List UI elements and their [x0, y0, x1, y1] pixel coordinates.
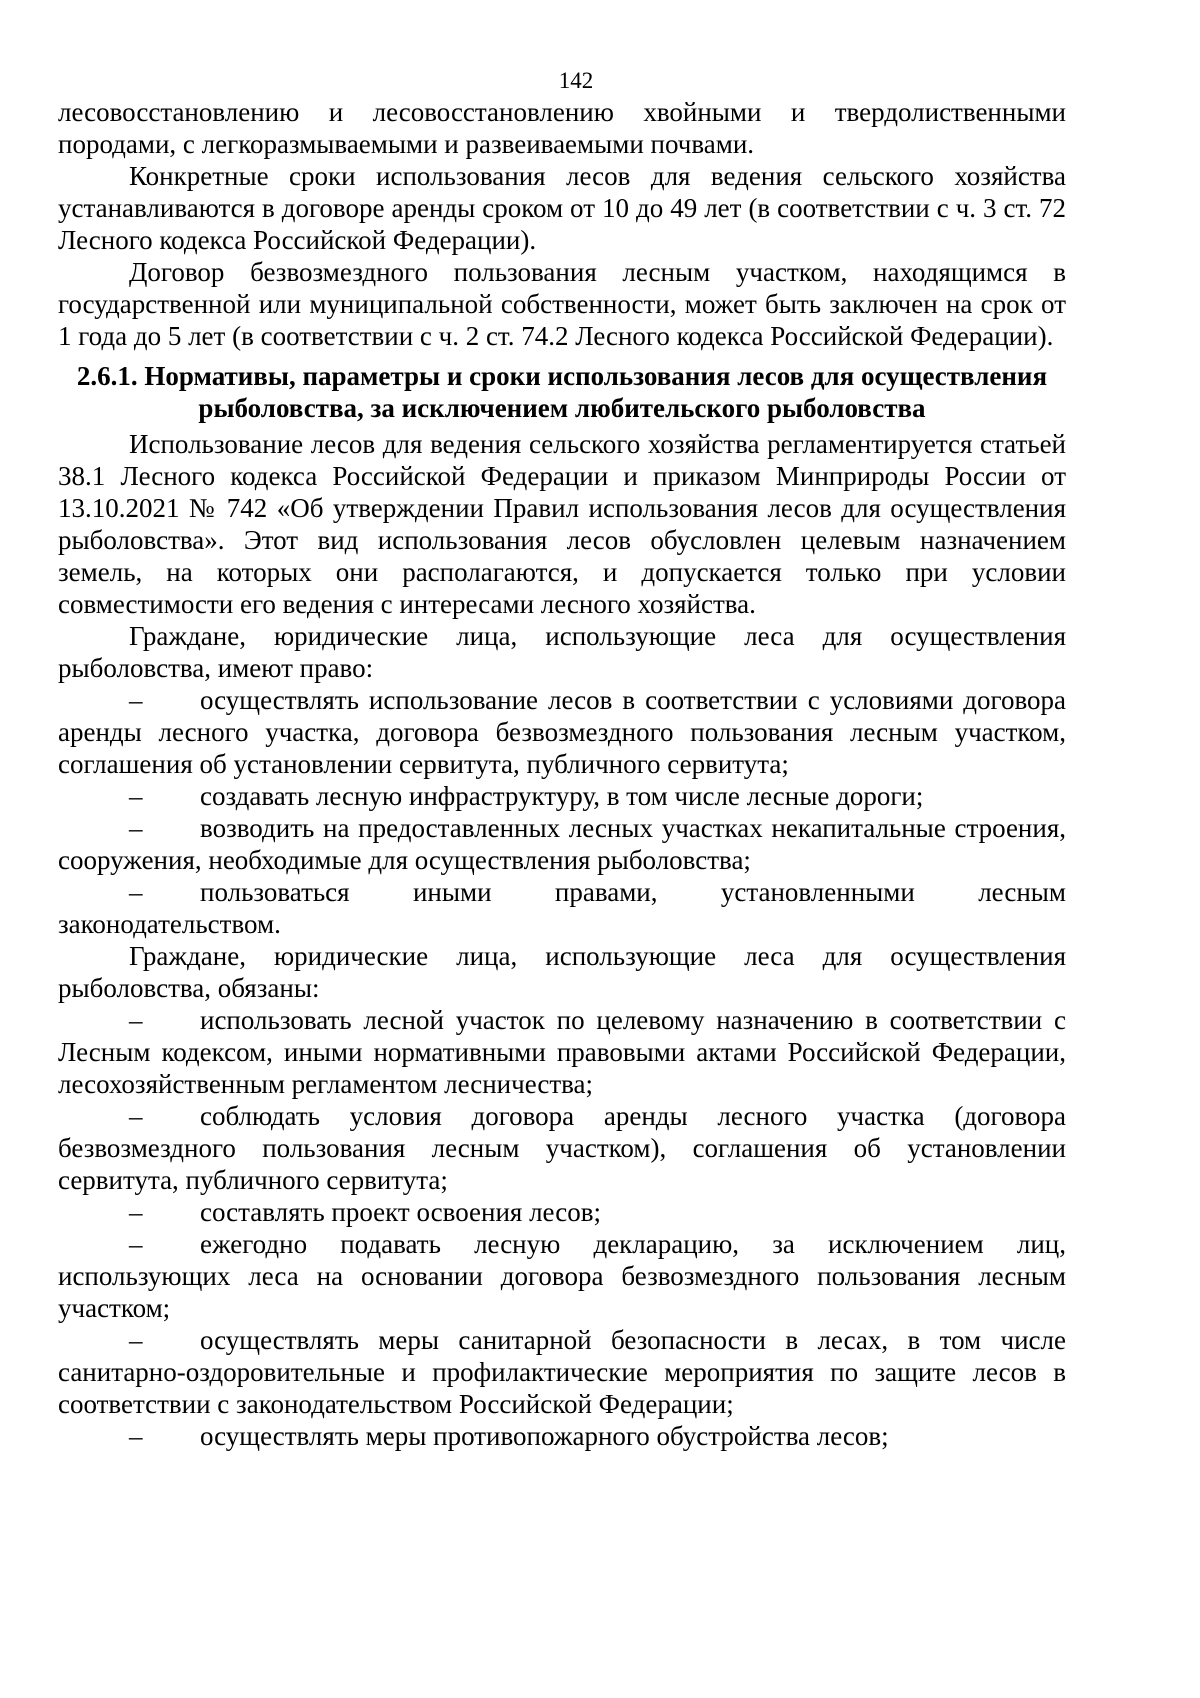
- rights-item-text: возводить на предоставленных лесных участках некапитальные строения, сооружения, необходимые для осуществления рыболовства;: [58, 813, 1066, 875]
- rights-item-text: пользоваться иными правами, установленными лесным законодательством.: [58, 877, 1066, 939]
- paragraph-duties-intro: Граждане, юридические лица, использующие леса для осуществления рыболовства, обязаны:: [58, 941, 1066, 1003]
- dash-bullet: –: [129, 1197, 143, 1227]
- duties-item-text: составлять проект освоения лесов;: [200, 1197, 601, 1227]
- dash-bullet: –: [129, 685, 143, 715]
- dash-bullet: –: [129, 1325, 143, 1355]
- duties-list-item: [58, 1228, 1066, 1324]
- duties-list-item: [58, 1324, 1066, 1420]
- dash-bullet: –: [129, 1229, 143, 1259]
- document-page: [58, 68, 1066, 1452]
- rights-list-item: [58, 780, 1066, 812]
- dash-bullet: –: [129, 813, 143, 843]
- duties-item-text: соблюдать условия договора аренды лесного участка (договора безвозмездного пользования лесным участком), соглашения об установлении сервитута, публичного сервитута;: [58, 1101, 1066, 1195]
- rights-list-item: [58, 684, 1066, 780]
- dash-bullet: –: [129, 1421, 143, 1451]
- duties-list-item: [58, 1004, 1066, 1100]
- dash-bullet: –: [129, 1005, 143, 1035]
- duties-list-item: [58, 1420, 1066, 1452]
- duties-list-item: [58, 1196, 1066, 1228]
- rights-item-text: создавать лесную инфраструктуру, в том числе лесные дороги;: [200, 781, 924, 811]
- paragraph-regulation-intro: Использование лесов для ведения сельского хозяйства регламентируется статьей 38.1 Лесного кодекса Российской Федерации и приказом Минприроды России от 13.10.2021 № 742 «Об утверждении Правил использования лесов для осуществления рыболовства». Этот вид использования лесов обусловлен целевым назначением земель, на которых они располагаются, и допускается только при условии совместимости его ведения с интересами лесного хозяйства.: [58, 429, 1066, 619]
- dash-bullet: –: [129, 781, 143, 811]
- rights-list-item: [58, 876, 1066, 940]
- duties-item-text: осуществлять меры санитарной безопасности в лесах, в том числе санитарно-оздоровительные и профилактические мероприятия по защите лесов в соответствии с законодательством Российской Федерации;: [58, 1325, 1066, 1419]
- duties-list-item: [58, 1100, 1066, 1196]
- dash-bullet: –: [129, 1101, 143, 1131]
- rights-item-text: осуществлять использование лесов в соответствии с условиями договора аренды лесного участка, договора безвозмездного пользования лесным участком, соглашения об установлении сервитута, публичного сервитута;: [58, 685, 1066, 779]
- duties-item-text: ежегодно подавать лесную декларацию, за исключением лиц, использующих леса на основании договора безвозмездного пользования лесным участком;: [58, 1229, 1066, 1323]
- rights-list-item: [58, 812, 1066, 876]
- duties-item-text: использовать лесной участок по целевому назначению в соответствии с Лесным кодексом, иными нормативными правовыми актами Российской Федерации, лесохозяйственным регламентом лесничества;: [58, 1005, 1066, 1099]
- page-number: 142: [558, 68, 594, 93]
- duties-item-text: осуществлять меры противопожарного обустройства лесов;: [200, 1421, 889, 1451]
- paragraph-rights-intro: Граждане, юридические лица, использующие леса для осуществления рыболовства, имеют право:: [58, 621, 1066, 683]
- paragraph-continuation: лесовосстановлению и лесовосстановлению хвойными и твердолиственными породами, с легкоразмываемыми и развеиваемыми почвами.: [58, 97, 1066, 159]
- section-heading: 2.6.1. Нормативы, параметры и сроки использования лесов для осуществления рыболовства, за исключением любительского рыболовства: [76, 361, 1048, 423]
- dash-bullet: –: [129, 877, 143, 907]
- paragraph-lease-terms: Конкретные сроки использования лесов для ведения сельского хозяйства устанавливаются в договоре аренды сроком от 10 до 49 лет (в соответствии с ч. 3 ст. 72 Лесного кодекса Российской Федерации).: [58, 161, 1066, 255]
- paragraph-free-use-agreement: Договор безвозмездного пользования лесным участком, находящимся в государственной или муниципальной собственности, может быть заключен на срок от 1 года до 5 лет (в соответствии с ч. 2 ст. 74.2 Лесного кодекса Российской Федерации).: [58, 257, 1066, 351]
